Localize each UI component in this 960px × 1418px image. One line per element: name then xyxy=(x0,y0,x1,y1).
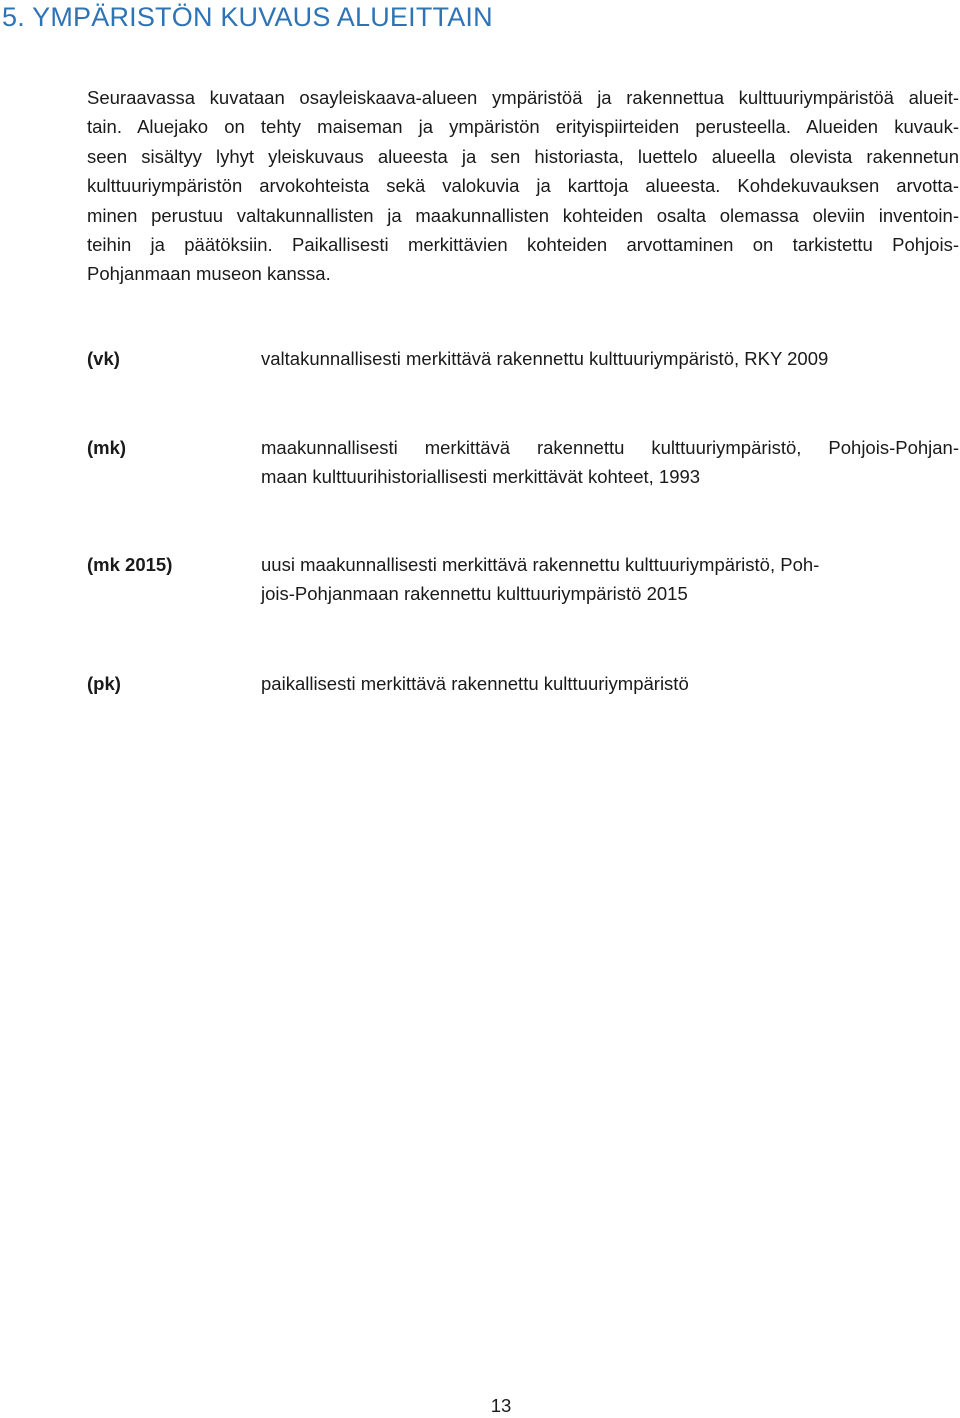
definition-term-pk: (pk) xyxy=(87,673,121,694)
definition-term-vk: (vk) xyxy=(87,348,120,369)
definition-line: uusi maakunnallisesti merkittävä rakennettu kulttuuriympäristö, Poh- xyxy=(261,554,820,575)
intro-paragraph xyxy=(87,83,959,289)
definition-term-mk-2015: (mk 2015) xyxy=(87,554,173,575)
intro-line: kulttuuriympäristön arvokohteista sekä valokuvia ja karttoja alueesta. Kohdekuvauksen arvotta- xyxy=(87,175,959,197)
definition-line: valtakunnallisesti merkittävä rakennettu kulttuuriympäristö, RKY 2009 xyxy=(261,348,829,369)
definition-text-pk xyxy=(261,669,959,698)
intro-line: Seuraavassa kuvataan osayleiskaava-alueen ympäristöä ja rakennettua kulttuuriympäristöä alueit- xyxy=(87,87,959,108)
definition-line: maan kulttuurihistoriallisesti merkittävät kohteet, 1993 xyxy=(261,466,701,488)
intro-line: tain. Aluejako on tehty maiseman ja ympäristön erityispiirteiden perusteella. Alueiden kuvauk- xyxy=(87,116,959,138)
page-number: 13 xyxy=(490,1395,512,1416)
definition-text-mk-2015 xyxy=(261,550,959,609)
definition-line: jois-Pohjanmaan rakennettu kulttuuriympäristö 2015 xyxy=(261,583,688,605)
intro-line: teihin ja päätöksiin. Paikallisesti merkittävien kohteiden arvottaminen on tarkistettu Pohjois- xyxy=(87,234,959,256)
intro-line: minen perustuu valtakunnallisten ja maakunnallisten kohteiden osalta olemassa oleviin inventoin- xyxy=(87,204,959,226)
page-title: 5. YMPÄRISTÖN KUVAUS ALUEITTAIN xyxy=(2,2,493,32)
definition-text-mk xyxy=(261,433,959,492)
intro-line: seen sisältyy lyhyt yleiskuvaus alueesta ja sen historiasta, luettelo alueella olevista rakennetun xyxy=(87,145,959,167)
definition-line: maakunnallisesti merkittävä rakennettu kulttuuriympäristö, Pohjois-Pohjan- xyxy=(261,437,959,458)
intro-line: Pohjanmaan museon kanssa. xyxy=(87,263,331,285)
definition-term-mk: (mk) xyxy=(87,437,127,458)
definition-text-vk xyxy=(261,344,959,373)
definition-line: paikallisesti merkittävä rakennettu kulttuuriympäristö xyxy=(261,673,689,694)
